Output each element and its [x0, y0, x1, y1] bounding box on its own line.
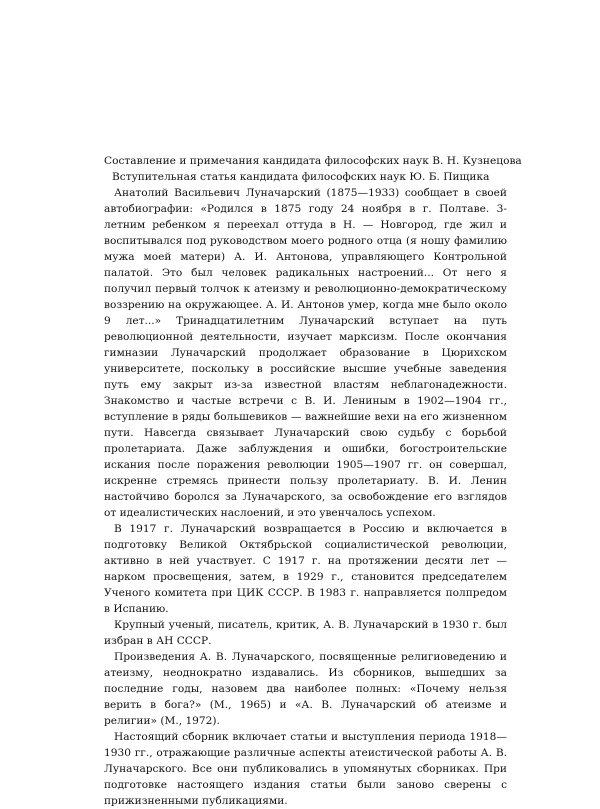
paragraph-academy: Крупный ученый, писатель, критик, А. В. Луначарский в 1930 г. был избран в АН СССР.: [104, 619, 507, 647]
paragraph-publications: Произведения А. В. Луначарского, посвященные религиоведению и атеизму, неоднократно издавались. Из сборников, вышедших за последние годы, назовем два наиболее полных: «Почему нельзя верить в бога?» (М., 1965) и «А. В. Луначарский об атеизме и религии» (М., 1972).: [104, 651, 507, 727]
paragraph-collection: Настоящий сборник включает статьи и выступления периода 1918—1930 гг., отражающие различные аспекты атеистической работы А. В. Луначарского. Все они публиковались в упомянутых сборниках. При подготовке настоящего издания статьи были заново сверены с прижизненными публикациями.: [104, 731, 507, 807]
credit-compiler: Составление и примечания кандидата философских наук В. Н. Кузнецова: [104, 155, 522, 167]
paragraph-revolution: В 1917 г. Луначарский возвращается в Россию и включается в подготовку Великой Октябрьской социалистической революции, активно в ней участвует. С 1917 г. на протяжении десяти лет — нарком просвещения, затем, в 1929 г., становится председателем Ученого комитета при ЦИК СССР. В 1983 г. направляется полпредом в Испанию.: [104, 523, 507, 615]
document-text: [104, 153, 522, 809]
paragraph-biography: Анатолий Васильевич Луначарский (1875—1933) сообщает в своей автобиографии: «Родился в 1875 году 24 ноября в г. Полтаве. 3-летним ребенком я переехал оттуда в Н. — Новгород, где жил и воспитывался под руководством моего родного отца (я ношу фамилию мужа моей матери) А. И. Антонова, управляющего Контрольной палатой. Это был человек радикальных настроений... От него я получил первый толчок к атеизму и революционно-демократическому воззрению на окружающее. А. И. Антонов умер, когда мне было около 9 лет...» Тринадцатилетним Луначарский вступает на путь революционной деятельности, изучает марксизм. После окончания гимназии Луначарский продолжает образование в Цюрихском университете, поскольку в российские высшие учебные заведения путь ему закрыт из-за известной властям неблагонадежности. Знакомство и частые встречи с В. И. Лениным в 1902—1904 гг., вступление в ряды большевиков — важнейшие вехи на его жизненном пути. Навсегда связывает Луначарский свою судьбу с борьбой пролетариата. Даже заблуждения и ошибки, богостроительские искания после поражения революции 1905—1907 гг. он совершал, искренне стремясь принести пользу пролетариату. В. И. Ленин настойчиво боролся за Луначарского, за освобождение его взглядов от идеалистических наслоений, и это увенчалось успехом.: [104, 187, 507, 519]
credit-introduction: Вступительная статья кандидата философских наук Ю. Б. Пищика: [112, 171, 490, 183]
